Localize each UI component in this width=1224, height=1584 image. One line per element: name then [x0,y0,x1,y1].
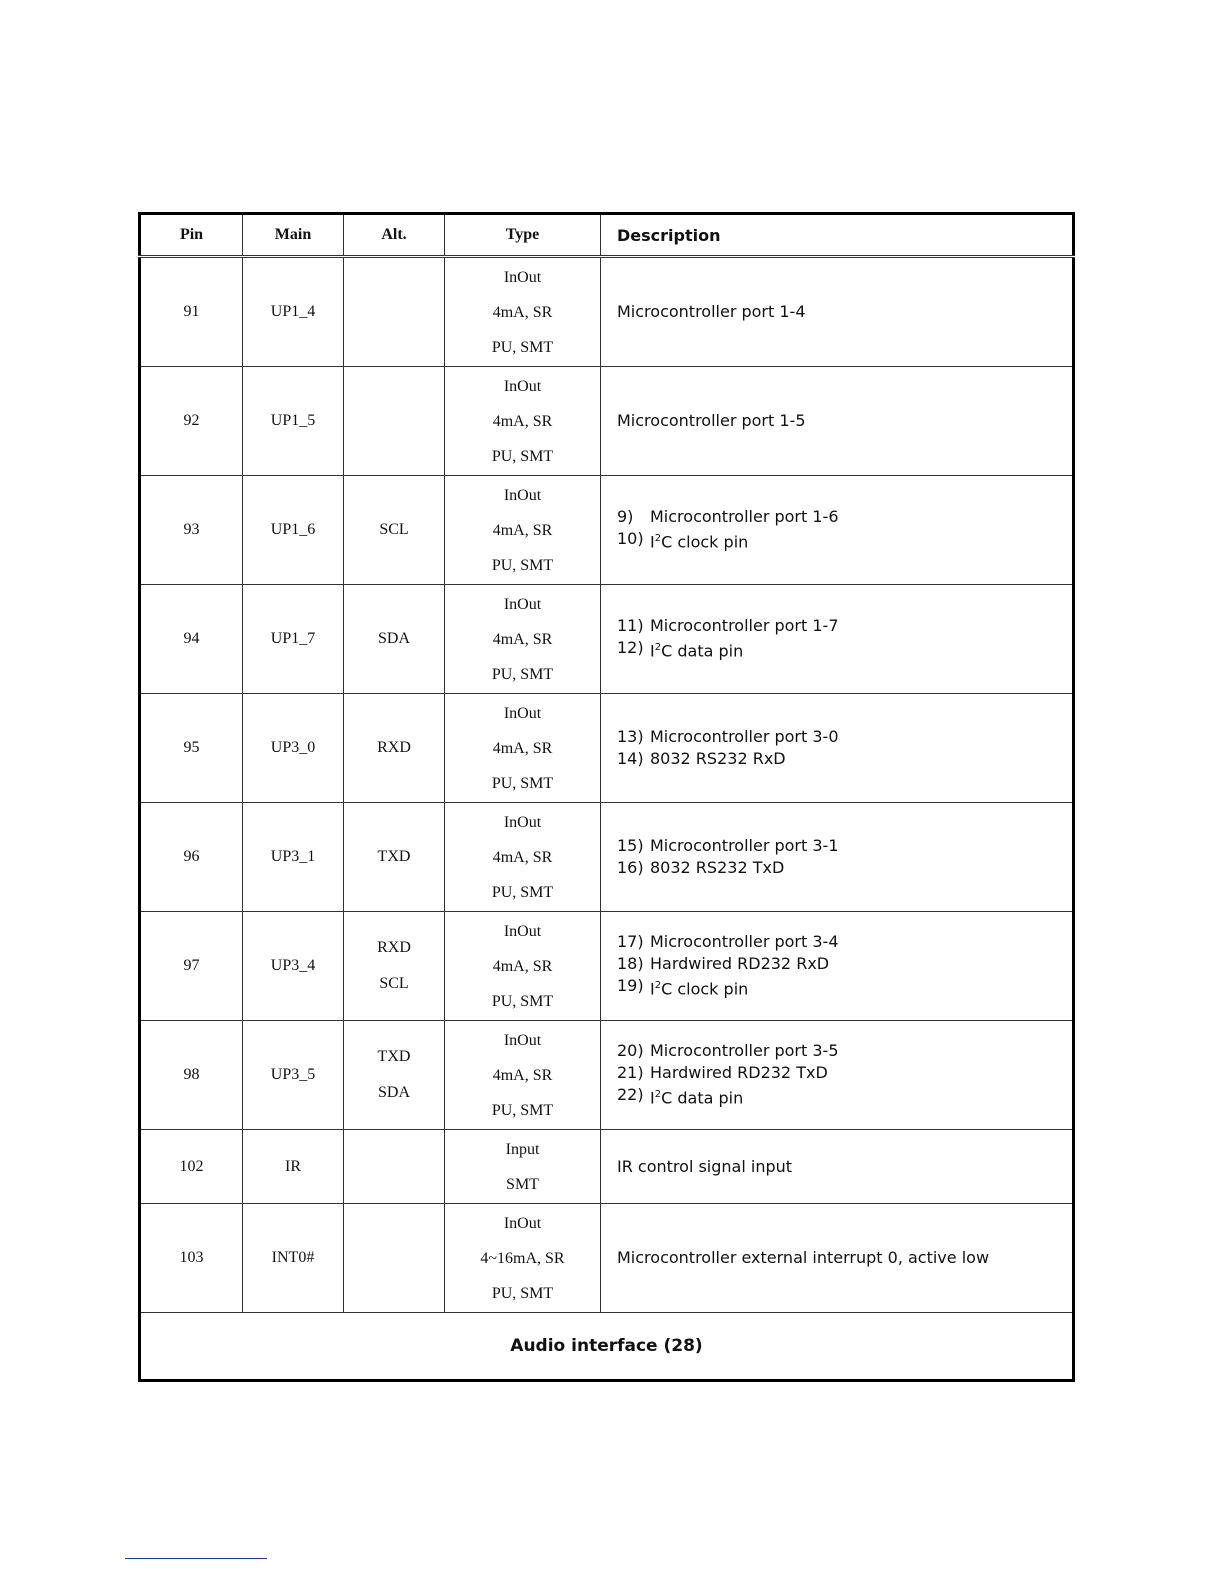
description-item-text [650,506,839,528]
description-text-suffix: C data pin [661,1088,744,1108]
type-line: InOut [503,377,542,395]
main-function: UP1_7 [243,585,344,694]
superscript: 2 [654,642,662,654]
description-item-number: 15) [617,836,644,855]
alt-function-cell [344,912,445,1021]
pin-number: 95 [140,694,243,803]
description-cell [601,367,1074,476]
main-function: UP1_4 [243,257,344,367]
description-cell [601,476,1074,585]
pin-number: 92 [140,367,243,476]
type-cell [445,803,601,912]
alt-function: SCL [379,521,409,538]
header-main: Main [243,214,344,257]
table-row [140,1021,1074,1130]
type-line: InOut [503,486,542,504]
description-item [617,1156,1072,1178]
pin-description-table [138,212,1075,1382]
description-item [617,975,1072,1000]
pin-number: 91 [140,257,243,367]
alt-function: SDA [377,630,410,647]
table-row [140,912,1074,1021]
description-text: Microcontroller port 1-4 [617,302,806,321]
description-item [617,1062,1072,1084]
type-cell [445,257,601,367]
description-text: 8032 RS232 TxD [650,858,785,877]
description-item-text [650,931,839,953]
description-item [617,410,1072,432]
description-item-number: 14) [617,749,644,768]
description-item-text [650,857,784,879]
section-footer-row [140,1313,1074,1381]
description-item-number: 22) [617,1085,644,1105]
description-cell [601,1130,1074,1204]
type-cell [445,1021,601,1130]
pin-number: 97 [140,912,243,1021]
description-item [617,1247,1072,1269]
table-header-row [140,214,1074,257]
description-item [617,615,1072,637]
description-item-number: 18) [617,954,644,974]
description-item [617,301,1072,323]
type-line: InOut [503,1214,542,1232]
alt-function: TXD [377,848,411,865]
type-line: InOut [503,704,542,722]
superscript: 2 [654,980,662,992]
description-item-text [617,1247,989,1269]
description-item [617,931,1072,953]
description-item-text [650,1062,828,1084]
main-function: UP1_6 [243,476,344,585]
type-line: InOut [503,268,542,286]
main-function: INT0# [243,1204,344,1313]
table-row [140,257,1074,367]
main-function: UP3_1 [243,803,344,912]
pin-number: 98 [140,1021,243,1130]
description-item-text [650,726,839,748]
description-item-number: 10) [617,529,644,549]
description-item [617,726,1072,748]
type-line: Input [505,1140,540,1158]
description-item [617,637,1072,662]
table-row [140,694,1074,803]
type-line: PU, SMT [491,992,554,1010]
description-item-text [617,1156,792,1178]
description-cell [601,694,1074,803]
table-row [140,803,1074,912]
description-item-text [650,637,743,662]
description-item [617,953,1072,975]
pin-number: 93 [140,476,243,585]
type-line: 4mA, SR [492,412,553,430]
superscript: 2 [654,533,662,545]
alt-function-cell [344,585,445,694]
description-item-number: 20) [617,1041,644,1061]
pin-number: 94 [140,585,243,694]
description-text: I [650,532,655,552]
description-item-text [650,1084,743,1109]
description-item-number: 21) [617,1063,644,1083]
alt-function-cell [344,1204,445,1313]
type-line: 4mA, SR [492,739,553,757]
section-footer-title: Audio interface (28) [140,1313,1074,1381]
table-row [140,367,1074,476]
table-body [140,257,1074,1313]
superscript: 2 [654,1089,662,1101]
type-line: PU, SMT [491,665,554,683]
alt-function-cell [344,476,445,585]
type-line: 4mA, SR [492,1066,553,1084]
type-line: PU, SMT [491,556,554,574]
table-row [140,476,1074,585]
type-line: InOut [503,1031,542,1049]
pin-number: 102 [140,1130,243,1204]
header-type: Type [445,214,601,257]
description-item [617,857,1072,879]
description-cell [601,1204,1074,1313]
description-text: Microcontroller port 3-4 [650,932,839,952]
alt-function-cell [344,1130,445,1204]
type-line: PU, SMT [491,1284,554,1302]
description-item-text [650,835,839,857]
type-cell [445,585,601,694]
alt-function: RXD [377,939,411,956]
type-cell [445,912,601,1021]
description-item [617,506,1072,528]
alt-function: RXD [377,739,411,756]
description-item-number: 17) [617,932,644,952]
alt-function-cell [344,803,445,912]
header-description: Description [601,214,1074,257]
main-function: UP3_4 [243,912,344,1021]
description-text: Microcontroller external interrupt 0, active low [617,1248,990,1267]
description-text: IR control signal input [617,1156,793,1176]
description-item-text [650,748,786,770]
description-text: Microcontroller port 1-5 [617,411,806,430]
alt-function-cell [344,257,445,367]
description-item-number: 12) [617,638,644,658]
description-item-number: 13) [617,727,644,746]
description-text: 8032 RS232 RxD [650,749,786,768]
description-item [617,1040,1072,1062]
description-item-text [650,953,829,975]
type-line: 4~16mA, SR [480,1249,565,1267]
header-pin: Pin [140,214,243,257]
main-function: UP3_0 [243,694,344,803]
table-row [140,1130,1074,1204]
type-cell [445,694,601,803]
description-item-number: 11) [617,616,644,636]
main-function: UP3_5 [243,1021,344,1130]
type-line: 4mA, SR [492,630,553,648]
type-line: InOut [503,595,542,613]
type-line: PU, SMT [491,774,554,792]
alt-function: SDA [377,1084,410,1101]
description-cell [601,585,1074,694]
footnote-rule [125,1558,267,1559]
description-item [617,748,1072,770]
type-cell [445,1204,601,1313]
description-item-text [617,410,806,432]
pin-number: 96 [140,803,243,912]
type-line: InOut [503,922,542,940]
description-item [617,835,1072,857]
description-item-text [650,615,839,637]
description-text: I [650,641,655,661]
description-cell [601,912,1074,1021]
description-item-text [650,975,748,1000]
description-text: Microcontroller port 1-7 [650,616,839,636]
alt-function-cell [344,367,445,476]
table-row [140,1204,1074,1313]
description-text: Microcontroller port 3-0 [650,727,839,746]
description-text-suffix: C clock pin [661,979,749,999]
pin-number: 103 [140,1204,243,1313]
main-function: IR [243,1130,344,1204]
type-line: PU, SMT [491,883,554,901]
type-line: PU, SMT [491,447,554,465]
description-item-text [617,301,806,323]
description-text: Microcontroller port 3-1 [650,836,839,855]
type-line: SMT [506,1175,539,1193]
alt-function: TXD [377,1048,411,1065]
description-text: Microcontroller port 3-5 [650,1041,839,1061]
description-item [617,1084,1072,1109]
type-cell [445,367,601,476]
type-line: InOut [503,813,542,831]
alt-function-cell [344,1021,445,1130]
description-item-number: 19) [617,976,644,996]
type-line: 4mA, SR [492,303,553,321]
type-line: PU, SMT [491,1101,554,1119]
description-text: I [650,979,655,999]
type-line: 4mA, SR [492,957,553,975]
description-item-number: 16) [617,858,644,877]
type-cell [445,1130,601,1204]
description-item-text [650,1040,839,1062]
description-text-suffix: C data pin [661,641,744,661]
description-cell [601,803,1074,912]
description-text-suffix: C clock pin [661,532,749,552]
description-item [617,528,1072,553]
description-cell [601,257,1074,367]
description-text: I [650,1088,655,1108]
description-text: Hardwired RD232 RxD [650,954,830,974]
table-row [140,585,1074,694]
header-alt: Alt. [344,214,445,257]
alt-function-cell [344,694,445,803]
type-line: 4mA, SR [492,848,553,866]
alt-function: SCL [379,975,409,992]
type-line: 4mA, SR [492,521,553,539]
description-item-text [650,528,748,553]
type-cell [445,476,601,585]
type-line: PU, SMT [491,338,554,356]
description-cell [601,1021,1074,1130]
description-text: Hardwired RD232 TxD [650,1063,828,1083]
description-item-number: 9) [617,507,634,527]
main-function: UP1_5 [243,367,344,476]
description-text: Microcontroller port 1-6 [650,507,839,527]
